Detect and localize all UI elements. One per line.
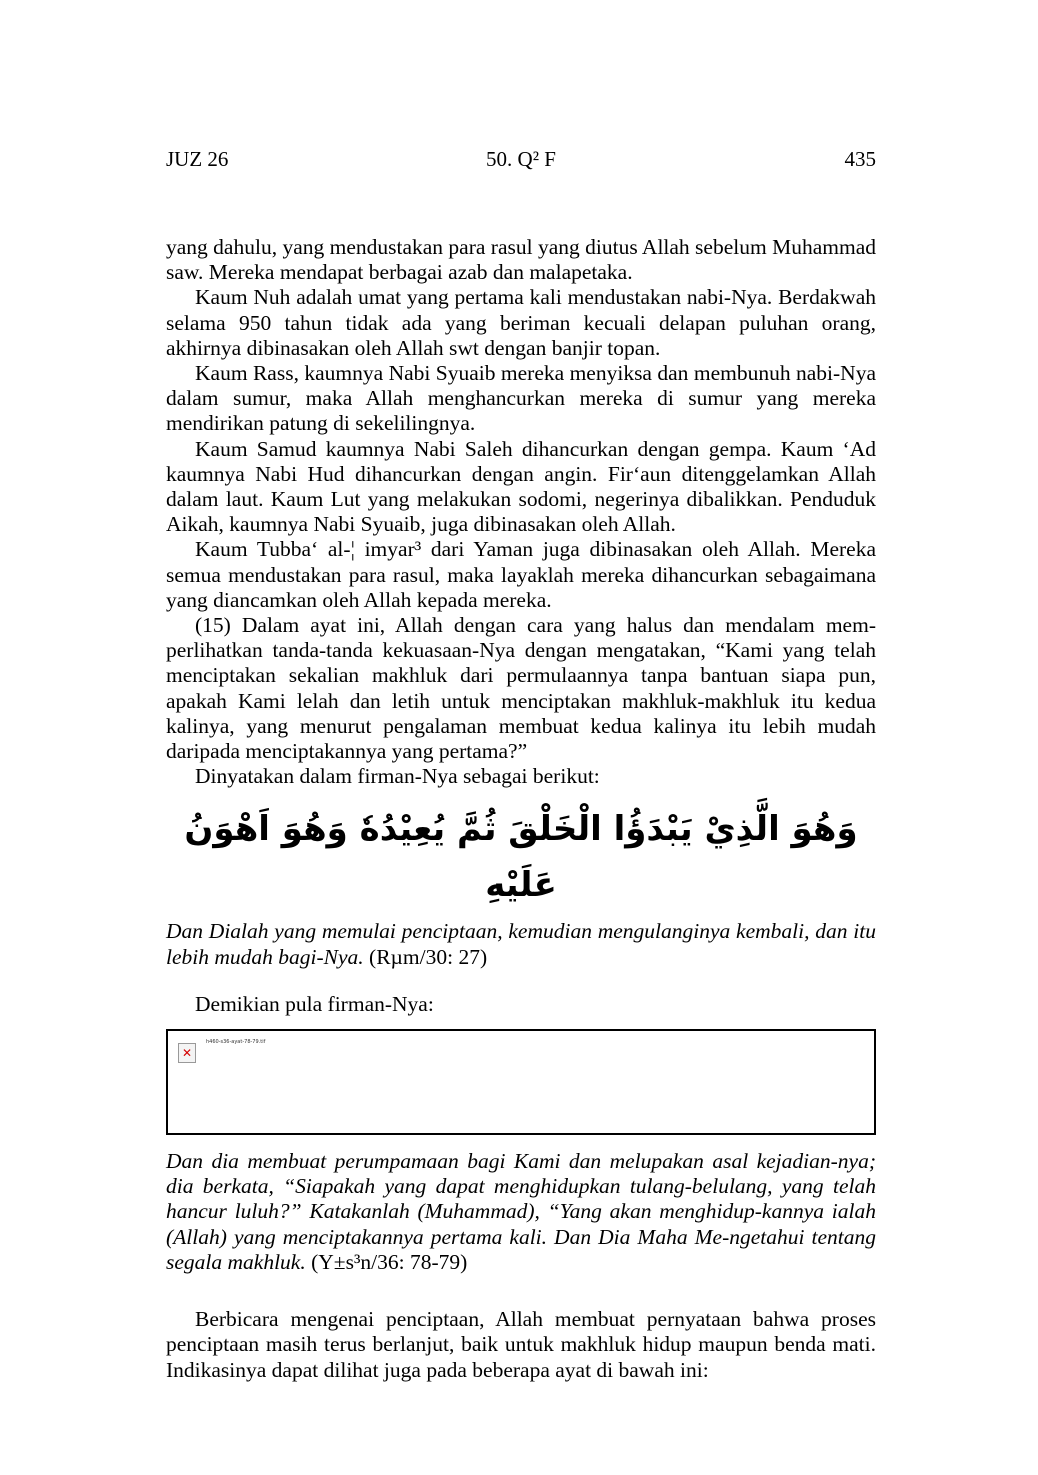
- paragraph: (15) Dalam ayat ini, Allah dengan cara yang halus dan mendalam mem-perlihatkan tanda-tanda kekuasaan-Nya dengan mengatakan, “Kami yang telah menciptakan sekalian makhluk dari permulaannya tanpa bantuan siapa pun, apakah Kami lelah dan letih untuk menciptakan makhluk-makhluk itu kedua kalinya, yang menurut pengalaman membuat kedua kalinya itu lebih mudah daripada menciptakannya yang pertama?”: [166, 613, 876, 764]
- paragraph: Kaum Tubba‘ al-¦ imyar³ dari Yaman juga dibinasakan oleh Allah. Mereka semua mendustakan para rasul, maka layaklah mereka dihancurkan sebagaimana yang diancamkan oleh Allah kepada mereka.: [166, 537, 876, 612]
- translation-text: Dan Dialah yang memulai penciptaan, kemudian mengulanginya kembali, dan itu lebih mudah bagi-Nya.: [166, 919, 876, 969]
- paragraph: Berbicara mengenai penciptaan, Allah membuat pernyataan bahwa proses penciptaan masih terus berlanjut, baik untuk makhluk hidup maupun benda mati. Indikasinya dapat dilihat juga pada beberapa ayat di bawah ini:: [166, 1307, 876, 1382]
- paragraph: Kaum Rass, kaumnya Nabi Syuaib mereka menyiksa dan membunuh nabi-Nya dalam sumur, maka Allah menghancurkan mereka di sumur yang mereka mendirikan patung di sekelilingnya.: [166, 361, 876, 436]
- translation-text: Dan dia membuat perumpamaan bagi Kami dan melupakan asal kejadian-nya; dia berkata, “Siapakah yang dapat menghidupkan tulang-belulang, yang telah hancur luluh?” Katakanlah (Muhammad), “Yang akan menghidup-kannya ialah (Allah) yang menciptakannya pertama kali. Dan Dia Maha Me-ngetahui tentang segala makhluk.: [166, 1149, 876, 1274]
- paragraph: Dinyatakan dalam firman-Nya sebagai berikut:: [195, 764, 600, 789]
- verse-reference: (Y±s³n/36: 78-79): [311, 1249, 468, 1274]
- broken-verse-image: [166, 1029, 876, 1135]
- verse-translation: [166, 919, 876, 969]
- image-filename: h460-s36-ayat-78-79.tif: [206, 1039, 266, 1046]
- arabic-verse: وَهُوَ الَّذِيْ يَبْدَؤُا الْخَلْقَ ثُمَّ يُعِيْدُهٗ وَهُوَ اَهْوَنُ عَلَيْهِ: [184, 809, 858, 906]
- page-number: 435: [844, 147, 876, 171]
- page-header: [166, 146, 876, 172]
- paragraph: Kaum Samud kaumnya Nabi Saleh dihancurkan dengan gempa. Kaum ‘Ad kaumnya Nabi Hud dihancurkan dengan angin. Fir‘aun ditenggelamkan Allah dalam laut. Kaum Lut yang melakukan sodomi, negerinya dibalikkan. Penduduk Aikah, kaumnya Nabi Syuaib, juga dibinasakan oleh Allah.: [166, 436, 876, 537]
- juz-label: JUZ 26: [166, 147, 229, 171]
- verse-translation: [166, 1149, 876, 1275]
- verse-reference: (Rµm/30: 27): [369, 944, 488, 969]
- broken-image-icon: ✕: [178, 1043, 196, 1063]
- paragraph: Kaum Nuh adalah umat yang pertama kali mendustakan nabi-Nya. Berdakwah selama 950 tahun tidak ada yang beriman kecuali delapan puluhan orang, akhirnya dibinasakan oleh Allah swt dengan banjir topan.: [166, 285, 876, 360]
- paragraph: Demikian pula firman-Nya:: [195, 991, 434, 1016]
- paragraph: yang dahulu, yang mendustakan para rasul yang diutus Allah sebelum Muhammad saw. Mereka mendapat berbagai azab dan malapetaka.: [166, 235, 876, 285]
- surah-title: 50. Q² F: [486, 147, 556, 171]
- page-body: [166, 235, 876, 1383]
